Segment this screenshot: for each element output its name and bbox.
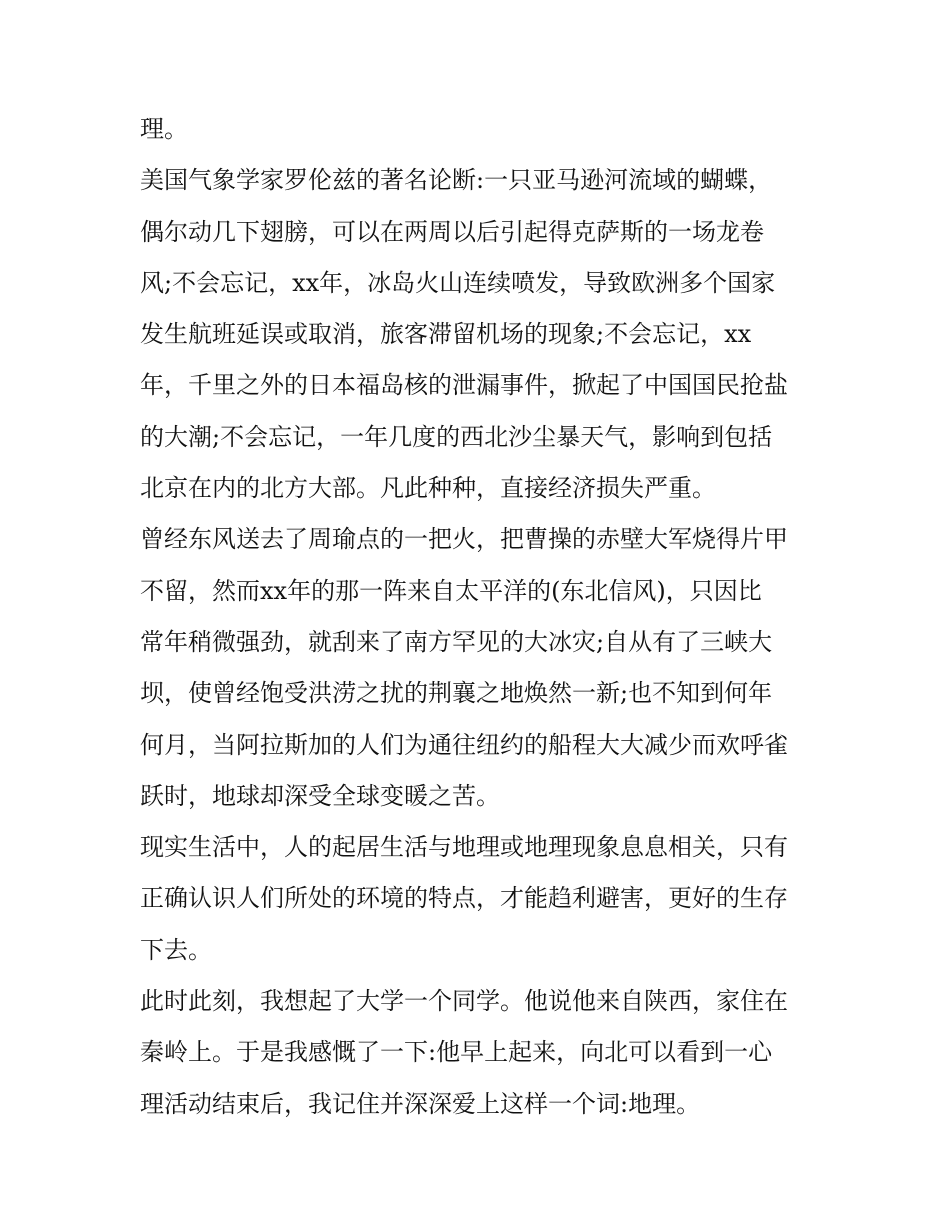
text-line: 理活动结束后，我记住并深深爱上这样一个词:地理。	[140, 1089, 701, 1118]
text-line: 此时此刻，我想起了大学一个同学。他说他来自陕西，家住在	[140, 987, 788, 1016]
text-line: 偶尔动几下翅膀，可以在两周以后引起得克萨斯的一场龙卷	[140, 217, 764, 246]
text-line: 美国气象学家罗伦兹的著名论断:一只亚马逊河流域的蝴蝶，	[140, 166, 773, 195]
text-line: 理。	[140, 115, 188, 143]
body-text	[140, 108, 830, 1134]
text-line: 坝，使曾经饱受洪涝之扰的荆襄之地焕然一新;也不知到何年	[140, 679, 773, 708]
text-line: 北京在内的北方大部。凡此种种，直接经济损失严重。	[140, 474, 716, 503]
text-line: 风;不会忘记，xx年，冰岛火山连续喷发，导致欧洲多个国家	[140, 268, 776, 297]
text-line: 现实生活中，人的起居生活与地理或地理现象息息相关，只有	[140, 833, 788, 862]
text-line: 正确认识人们所处的环境的特点，才能趋利避害，更好的生存	[140, 884, 788, 913]
text-line: 年，千里之外的日本福岛核的泄漏事件，掀起了中国国民抢盐	[140, 371, 788, 400]
text-line: 不留，然而xx年的那一阵来自太平洋的(东北信风)，只因比	[140, 576, 762, 605]
text-line: 的大潮;不会忘记，一年几度的西北沙尘暴天气，影响到包括	[140, 422, 773, 451]
text-line: 下去。	[140, 935, 212, 964]
text-line: 常年稍微强劲，就刮来了南方罕见的大冰灾;自从有了三峡大	[140, 627, 773, 656]
text-line: 跃时，地球却深受全球变暖之苦。	[140, 781, 500, 810]
text-line: 何月，当阿拉斯加的人们为通往纽约的船程大大减少而欢呼雀	[140, 730, 788, 759]
text-line: 发生航班延误或取消，旅客滞留机场的现象;不会忘记，xx	[140, 320, 752, 349]
text-line: 曾经东风送去了周瑜点的一把火，把曹操的赤壁大军烧得片甲	[140, 525, 788, 554]
text-line: 秦岭上。于是我感慨了一下:他早上起来，向北可以看到一心	[140, 1038, 773, 1067]
